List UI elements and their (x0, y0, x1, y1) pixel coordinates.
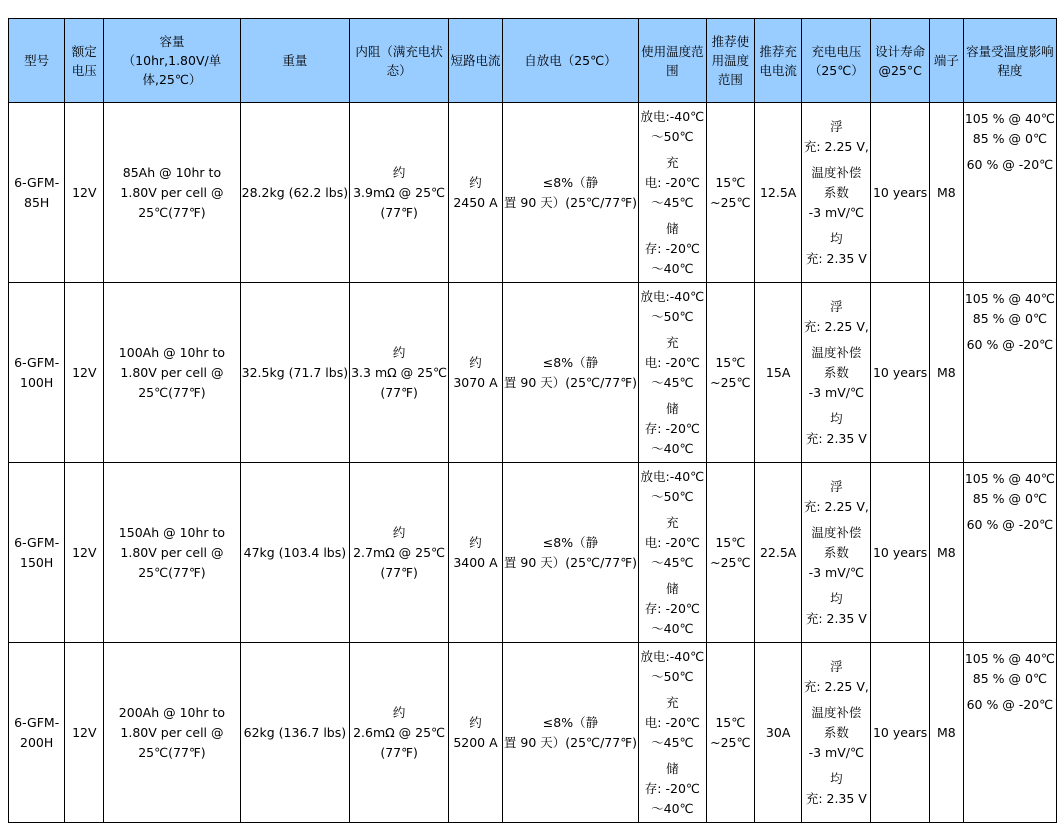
cell-voltage: 12V (65, 463, 104, 643)
cell-self-discharge-line: 置 90 天）(25℃/77℉) (503, 194, 637, 210)
cell-charge-voltage-line: -3 mV/℃ (808, 204, 865, 220)
cell-capacity: 200Ah @ 10hr to 1.80V per cell @ 25℃(77℉) (104, 643, 240, 823)
cell-temp-range-line: 充 (666, 334, 679, 350)
header-voltage: 额定电压 (65, 19, 104, 103)
cell-short-circuit (449, 103, 503, 283)
cell-charge-voltage-line: 系数 (823, 724, 849, 740)
cell-temp-range-line: ～50℃ (651, 128, 694, 144)
cell-terminal: M8 (930, 463, 964, 643)
header-temp-effect: 容量受温度影响程度 (963, 19, 1056, 103)
cell-design-life: 10 years (871, 283, 930, 463)
cell-resistance-line: 3.3 mΩ @ 25℃ (351, 364, 448, 380)
cell-charge-voltage-line: 均 (830, 590, 843, 606)
cell-short-circuit-line: 约 (469, 534, 482, 550)
cell-self-discharge (502, 643, 638, 823)
cell-short-circuit (449, 643, 503, 823)
cell-terminal: M8 (930, 643, 964, 823)
cell-short-circuit-line: 5200 A (453, 734, 498, 750)
cell-voltage: 12V (65, 103, 104, 283)
table-row (9, 283, 1057, 463)
cell-temp-range-line: 电: -20℃ (644, 714, 700, 730)
cell-charge-voltage-line: 均 (830, 770, 843, 786)
cell-temp-range (638, 463, 706, 643)
cell-temp-range-line: ～45℃ (651, 554, 694, 570)
cell-self-discharge (502, 103, 638, 283)
cell-temp-range-line: 充 (666, 514, 679, 530)
cell-charge-voltage-line: 充: 2.25 V, (803, 138, 869, 154)
cell-rec-current: 22.5A (754, 463, 802, 643)
cell-temp-range-line: 储 (666, 400, 679, 416)
cell-charge-voltage-line: 均 (830, 230, 843, 246)
cell-charge-voltage-line: 浮 (830, 118, 843, 134)
cell-charge-voltage (802, 463, 871, 643)
cell-rec-temp-line: ~25℃ (710, 194, 751, 210)
cell-temp-range-line: ～45℃ (651, 374, 694, 390)
cell-charge-voltage-line: 浮 (830, 298, 843, 314)
cell-charge-voltage-line: 充: 2.35 V (805, 250, 867, 266)
header-model: 型号 (9, 19, 65, 103)
cell-self-discharge-line: ≤8%（静 (542, 354, 599, 370)
cell-capacity: 150Ah @ 10hr to 1.80V per cell @ 25℃(77℉) (104, 463, 240, 643)
cell-temp-range (638, 103, 706, 283)
cell-charge-voltage-line: 温度补偿 (811, 704, 862, 720)
cell-model: 6-GFM-100H (9, 283, 65, 463)
cell-rec-temp-line: 15℃ (715, 174, 746, 190)
cell-temp-range (638, 643, 706, 823)
cell-temp-range-line: ～45℃ (651, 734, 694, 750)
cell-resistance-line: (77℉) (380, 204, 418, 220)
cell-resistance-line: 约 (392, 344, 406, 360)
cell-temp-effect-line: 105 % @ 40℃ (964, 471, 1055, 486)
cell-short-circuit-line: 约 (469, 354, 482, 370)
battery-spec-table (8, 18, 1057, 823)
cell-temp-range-line: 放电:-40℃ (640, 468, 705, 484)
cell-temp-range-line: 放电:-40℃ (640, 288, 705, 304)
cell-temp-range-line: 存: -20℃ (644, 240, 700, 256)
header-charge-voltage: 充电电压（25℃） (802, 19, 871, 103)
cell-resistance (350, 463, 449, 643)
cell-self-discharge-line: ≤8%（静 (542, 714, 599, 730)
header-short-circuit: 短路电流 (449, 19, 503, 103)
cell-charge-voltage-line: 浮 (830, 478, 843, 494)
cell-weight: 28.2kg (62.2 lbs) (240, 103, 349, 283)
cell-charge-voltage-line: 充: 2.25 V, (803, 678, 869, 694)
cell-self-discharge-line: 置 90 天）(25℃/77℉) (503, 374, 637, 390)
cell-self-discharge-line: ≤8%（静 (542, 534, 599, 550)
cell-temp-effect-line: 105 % @ 40℃ (964, 291, 1055, 306)
header-weight: 重量 (240, 19, 349, 103)
cell-temp-effect-line: 85 % @ 0℃ (972, 131, 1047, 146)
cell-temp-range-line: ～50℃ (651, 488, 694, 504)
cell-charge-voltage-line: 系数 (823, 364, 849, 380)
cell-temp-range-line: 存: -20℃ (644, 420, 700, 436)
header-self-discharge: 自放电（25℃） (502, 19, 638, 103)
cell-rec-temp-line: ~25℃ (710, 734, 751, 750)
cell-terminal: M8 (930, 283, 964, 463)
cell-temp-effect-line: 105 % @ 40℃ (964, 651, 1055, 666)
header-terminal: 端子 (930, 19, 964, 103)
cell-resistance-line: 约 (392, 524, 406, 540)
cell-rec-temp (706, 643, 754, 823)
cell-temp-range-line: ～50℃ (651, 308, 694, 324)
cell-temp-range-line: ～40℃ (651, 620, 694, 636)
cell-rec-current: 30A (754, 643, 802, 823)
cell-design-life: 10 years (871, 643, 930, 823)
cell-temp-range-line: 放电:-40℃ (640, 648, 705, 664)
cell-temp-effect-line: 60 % @ -20℃ (966, 517, 1054, 532)
cell-short-circuit-line: 约 (469, 714, 482, 730)
cell-charge-voltage-line: 温度补偿 (811, 344, 862, 360)
cell-charge-voltage-line: 浮 (830, 658, 843, 674)
cell-capacity: 100Ah @ 10hr to 1.80V per cell @ 25℃(77℉) (104, 283, 240, 463)
header-temp-range: 使用温度范围 (638, 19, 706, 103)
cell-self-discharge-line: ≤8%（静 (542, 174, 599, 190)
cell-temp-range-line: ～40℃ (651, 260, 694, 276)
cell-self-discharge-line: 置 90 天）(25℃/77℉) (503, 554, 637, 570)
cell-short-circuit (449, 283, 503, 463)
cell-voltage: 12V (65, 283, 104, 463)
cell-charge-voltage-line: 充: 2.35 V (805, 790, 867, 806)
cell-charge-voltage (802, 643, 871, 823)
cell-temp-effect-line: 85 % @ 0℃ (972, 311, 1047, 326)
cell-capacity: 85Ah @ 10hr to 1.80V per cell @ 25℃(77℉) (104, 103, 240, 283)
cell-temp-range-line: 存: -20℃ (644, 600, 700, 616)
cell-rec-temp-line: ~25℃ (710, 374, 751, 390)
cell-temp-range-line: 电: -20℃ (644, 534, 700, 550)
cell-temp-range-line: 电: -20℃ (644, 354, 700, 370)
cell-resistance-line: 2.7mΩ @ 25℃ (353, 544, 446, 560)
cell-charge-voltage-line: 充: 2.35 V (805, 430, 867, 446)
cell-charge-voltage-line: 充: 2.35 V (805, 610, 867, 626)
cell-temp-effect (963, 103, 1056, 283)
table-row (9, 103, 1057, 283)
cell-temp-range-line: ～40℃ (651, 440, 694, 456)
header-design-life: 设计寿命 @25°C (871, 19, 930, 103)
header-resistance: 内阻（满充电状态） (350, 19, 449, 103)
cell-charge-voltage-line: 温度补偿 (811, 524, 862, 540)
cell-weight: 32.5kg (71.7 lbs) (240, 283, 349, 463)
cell-self-discharge (502, 463, 638, 643)
cell-temp-effect (963, 463, 1056, 643)
cell-temp-range-line: 电: -20℃ (644, 174, 700, 190)
cell-temp-range-line: 充 (666, 694, 679, 710)
table-row (9, 463, 1057, 643)
header-rec-temp: 推荐使用温度范围 (706, 19, 754, 103)
cell-temp-range (638, 283, 706, 463)
table-row (9, 643, 1057, 823)
cell-charge-voltage-line: -3 mV/℃ (808, 564, 865, 580)
cell-rec-temp-line: 15℃ (715, 534, 746, 550)
cell-resistance (350, 283, 449, 463)
header-row (9, 19, 1057, 103)
cell-self-discharge-line: 置 90 天）(25℃/77℉) (503, 734, 637, 750)
cell-charge-voltage-line: -3 mV/℃ (808, 744, 865, 760)
cell-charge-voltage-line: 充: 2.25 V, (803, 318, 869, 334)
cell-weight: 62kg (136.7 lbs) (240, 643, 349, 823)
cell-temp-range-line: 储 (666, 580, 679, 596)
cell-short-circuit-line: 约 (469, 174, 482, 190)
cell-design-life: 10 years (871, 463, 930, 643)
cell-charge-voltage-line: 系数 (823, 544, 849, 560)
cell-temp-range-line: ～45℃ (651, 194, 694, 210)
cell-rec-temp (706, 283, 754, 463)
cell-resistance-line: 约 (392, 164, 406, 180)
cell-charge-voltage (802, 283, 871, 463)
cell-temp-range-line: ～50℃ (651, 668, 694, 684)
cell-temp-effect-line: 60 % @ -20℃ (966, 697, 1054, 712)
cell-rec-current: 15A (754, 283, 802, 463)
header-rec-current: 推荐充电电流 (754, 19, 802, 103)
cell-resistance-line: 3.9mΩ @ 25℃ (353, 184, 446, 200)
cell-resistance-line: (77℉) (380, 564, 418, 580)
cell-resistance-line: 约 (392, 704, 406, 720)
cell-design-life: 10 years (871, 103, 930, 283)
cell-temp-effect (963, 283, 1056, 463)
cell-resistance-line: 2.6mΩ @ 25℃ (353, 724, 446, 740)
cell-charge-voltage-line: 系数 (823, 184, 849, 200)
cell-short-circuit-line: 2450 A (453, 194, 498, 210)
cell-temp-range-line: 充 (666, 154, 679, 170)
cell-model: 6-GFM-200H (9, 643, 65, 823)
cell-model: 6-GFM-85H (9, 103, 65, 283)
header-capacity: 容量 （10hr,1.80V/单体,25℃） (104, 19, 240, 103)
cell-short-circuit-line: 3400 A (453, 554, 498, 570)
cell-temp-range-line: 存: -20℃ (644, 780, 700, 796)
cell-resistance-line: (77℉) (380, 744, 418, 760)
cell-rec-temp-line: 15℃ (715, 354, 746, 370)
cell-resistance (350, 643, 449, 823)
cell-rec-temp (706, 103, 754, 283)
cell-charge-voltage (802, 103, 871, 283)
cell-short-circuit (449, 463, 503, 643)
cell-model: 6-GFM-150H (9, 463, 65, 643)
cell-charge-voltage-line: 充: 2.25 V, (803, 498, 869, 514)
cell-voltage: 12V (65, 643, 104, 823)
cell-resistance (350, 103, 449, 283)
cell-charge-voltage-line: 温度补偿 (811, 164, 862, 180)
cell-temp-range-line: 储 (666, 220, 679, 236)
cell-rec-current: 12.5A (754, 103, 802, 283)
cell-resistance-line: (77℉) (380, 384, 418, 400)
cell-rec-temp (706, 463, 754, 643)
cell-charge-voltage-line: 均 (830, 410, 843, 426)
cell-temp-effect-line: 105 % @ 40℃ (964, 111, 1055, 126)
cell-temp-effect-line: 60 % @ -20℃ (966, 337, 1054, 352)
cell-short-circuit-line: 3070 A (453, 374, 498, 390)
cell-terminal: M8 (930, 103, 964, 283)
cell-weight: 47kg (103.4 lbs) (240, 463, 349, 643)
cell-temp-effect-line: 60 % @ -20℃ (966, 157, 1054, 172)
cell-temp-effect (963, 643, 1056, 823)
cell-temp-range-line: 储 (666, 760, 679, 776)
cell-charge-voltage-line: -3 mV/℃ (808, 384, 865, 400)
cell-temp-effect-line: 85 % @ 0℃ (972, 671, 1047, 686)
cell-rec-temp-line: 15℃ (715, 714, 746, 730)
cell-self-discharge (502, 283, 638, 463)
cell-temp-range-line: 放电:-40℃ (640, 108, 705, 124)
cell-temp-effect-line: 85 % @ 0℃ (972, 491, 1047, 506)
cell-temp-range-line: ～40℃ (651, 800, 694, 816)
spec-table-container (8, 18, 1057, 823)
cell-rec-temp-line: ~25℃ (710, 554, 751, 570)
